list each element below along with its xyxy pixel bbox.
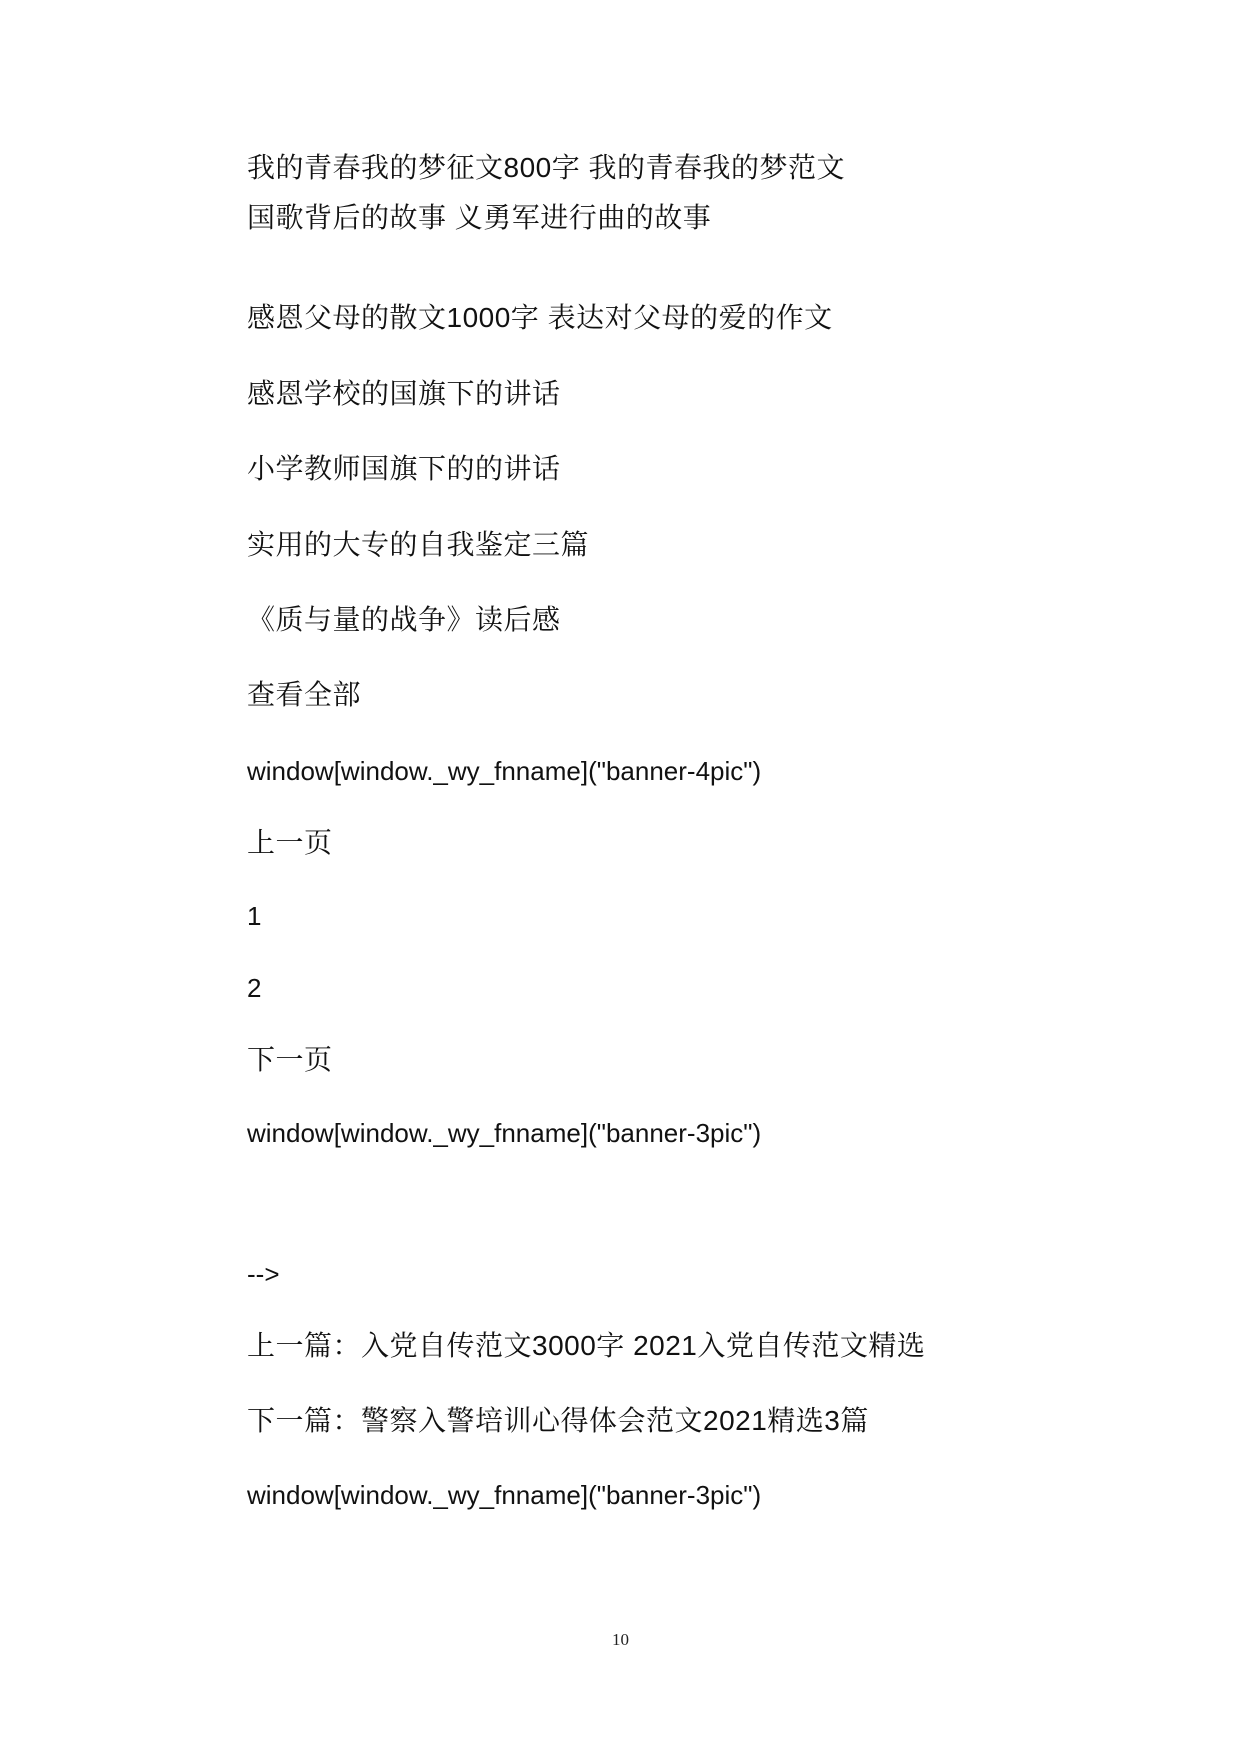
comment-end-text: --> xyxy=(247,1259,280,1289)
related-article-link[interactable]: 小学教师国旗下的的讲话 xyxy=(247,453,561,484)
related-article-link[interactable]: 感恩父母的散文1000字 表达对父母的爱的作文 xyxy=(247,302,833,333)
related-article-link[interactable]: 《质与量的战争》读后感 xyxy=(247,604,561,635)
next-page-link[interactable]: 下一页 xyxy=(247,1044,333,1075)
script-text: window[window._wy_fnname]("banner-4pic") xyxy=(247,756,762,786)
script-text: window[window._wy_fnname]("banner-3pic") xyxy=(247,1480,762,1510)
script-text: window[window._wy_fnname]("banner-3pic") xyxy=(247,1118,762,1148)
prev-article-link[interactable]: 上一篇：入党自传范文3000字 2021入党自传范文精选 xyxy=(247,1330,926,1361)
related-article-link[interactable]: 我的青春我的梦征文800字 我的青春我的梦范文 xyxy=(247,152,845,183)
related-article-link[interactable]: 感恩学校的国旗下的讲话 xyxy=(247,378,561,409)
next-article-link[interactable]: 下一篇：警察入警培训心得体会范文2021精选3篇 xyxy=(247,1405,869,1436)
related-article-link[interactable]: 实用的大专的自我鉴定三篇 xyxy=(247,529,590,560)
related-article-link[interactable]: 国歌背后的故事 义勇军进行曲的故事 xyxy=(247,202,712,233)
page-number: 10 xyxy=(612,1630,629,1649)
prev-page-link[interactable]: 上一页 xyxy=(247,827,333,858)
view-all-link[interactable]: 查看全部 xyxy=(247,679,362,710)
page-link-1[interactable]: 1 xyxy=(247,901,262,931)
page-link-2[interactable]: 2 xyxy=(247,973,262,1003)
